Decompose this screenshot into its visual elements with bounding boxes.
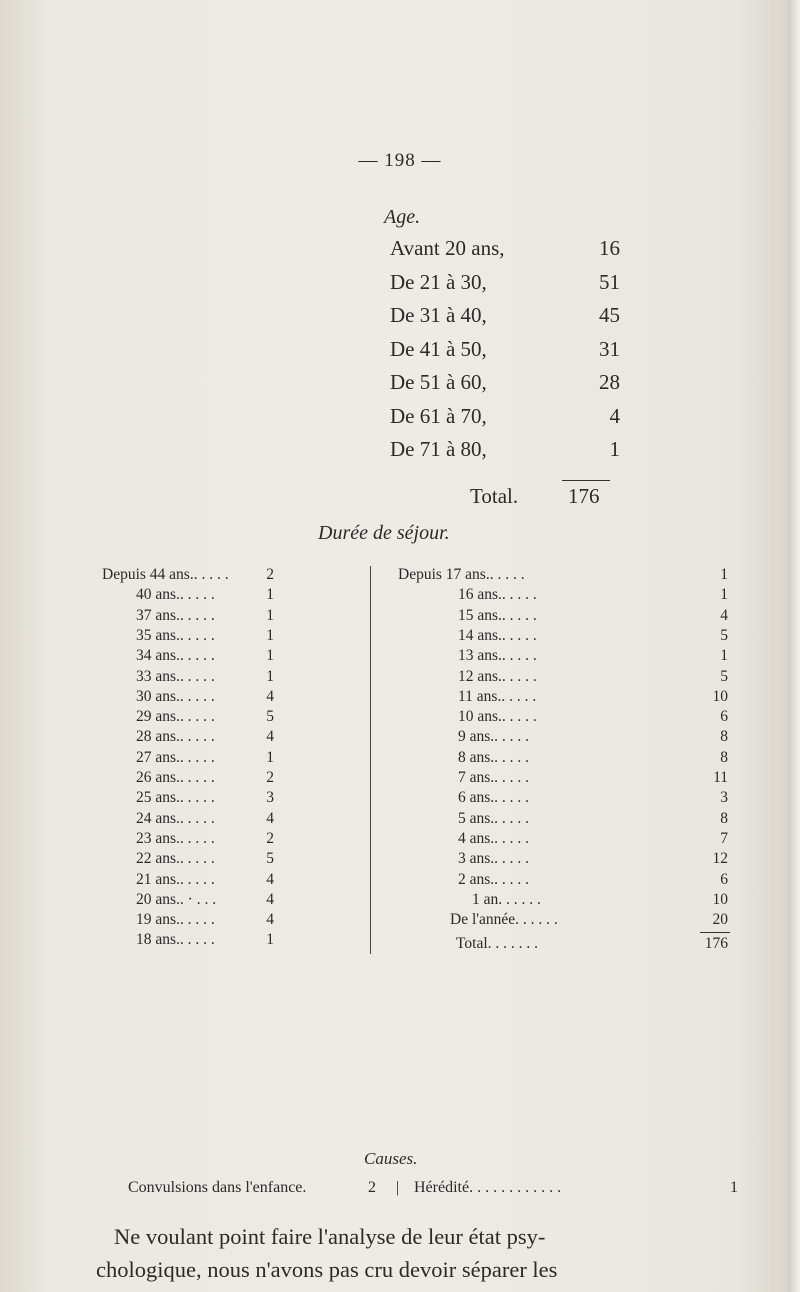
stay-row xyxy=(106,789,306,809)
age-row-value: 16 xyxy=(599,236,620,260)
stay-row-value: 1 xyxy=(266,626,274,644)
page-number: — 198 — xyxy=(358,150,442,171)
stay-row-value: 6 xyxy=(720,708,728,726)
stay-row-value: 8 xyxy=(720,728,728,746)
stay-row-value: 2 xyxy=(266,769,274,786)
stay-row-label: 7 ans.. . . . . xyxy=(458,769,530,786)
stay-row xyxy=(398,668,728,688)
stay-row-value: 10 xyxy=(712,890,728,908)
stay-row-label: 19 ans.. . . . . xyxy=(136,911,215,929)
stay-row-value: 5 xyxy=(720,667,728,685)
stay-row-value: 20 xyxy=(712,911,728,929)
stay-row xyxy=(106,607,306,627)
age-row-label: De 51 à 60, xyxy=(390,370,487,394)
stay-row-label: 2 ans.. . . . . xyxy=(458,870,530,888)
stay-row-label: 8 ans.. . . . . xyxy=(458,748,530,766)
age-total-label: Total. xyxy=(470,484,519,508)
stay-row-label: 29 ans.. . . . . xyxy=(136,708,215,726)
stay-row-label: 23 ans.. . . . . xyxy=(136,829,215,847)
stay-row xyxy=(106,708,306,728)
stay-row xyxy=(398,688,728,708)
causes-heading: Causes. xyxy=(364,1149,418,1168)
stay-row-label: 4 ans.. . . . . xyxy=(458,829,530,847)
stay-row-label: 33 ans.. . . . . xyxy=(136,667,215,685)
stay-total-label: Total. . . . . . . xyxy=(456,935,539,953)
paragraph-line-2: chologique, nous n'avons pas cru devoir séparer les xyxy=(96,1257,558,1282)
stay-row-label: 34 ans.. . . . . xyxy=(136,647,215,665)
stay-row-label: 9 ans.. . . . . xyxy=(458,728,530,746)
stay-row-label: 20 ans.. · . . . xyxy=(136,890,217,908)
stay-row-label: 30 ans.. . . . . xyxy=(136,687,215,705)
stay-row xyxy=(106,911,306,931)
age-row xyxy=(390,303,650,333)
total-rule xyxy=(562,480,610,481)
stay-row-value: 2 xyxy=(266,829,274,847)
stay-row-value: 10 xyxy=(712,687,728,705)
cause-heredite-value: 1 xyxy=(730,1179,738,1196)
page-edge xyxy=(788,0,800,1292)
paragraph-line-1: Ne voulant point faire l'analyse de leur état psy- xyxy=(114,1224,546,1249)
stay-row-value: 1 xyxy=(720,647,728,665)
stay-row-label: 16 ans.. . . . . xyxy=(458,586,537,604)
stay-row xyxy=(106,871,306,891)
stay-row-value: 1 xyxy=(266,586,274,604)
stay-row-value: 3 xyxy=(266,789,274,807)
age-row-label: De 41 à 50, xyxy=(390,336,487,361)
stay-row-value: 1 xyxy=(266,931,274,949)
stay-total-rule xyxy=(700,932,730,933)
stay-row-label: 3 ans.. . . . . xyxy=(458,850,530,868)
stay-row xyxy=(398,830,728,850)
age-row-value: 28 xyxy=(599,370,620,394)
stay-row xyxy=(106,627,306,647)
stay-row-value: 4 xyxy=(720,606,728,624)
cause-convulsions-label: Convulsions dans l'enfance. xyxy=(128,1179,307,1196)
stay-row xyxy=(106,810,306,830)
stay-row xyxy=(398,708,728,728)
age-row-value: 1 xyxy=(609,437,620,461)
age-row-label: De 21 à 30, xyxy=(390,269,487,294)
stay-row-value: 3 xyxy=(720,789,728,807)
stay-row-label: 11 ans.. . . . . xyxy=(458,687,537,705)
cause-convulsions-value: 2 xyxy=(368,1179,376,1196)
age-row-value: 4 xyxy=(609,403,620,428)
stay-row-value: 12 xyxy=(712,850,728,868)
stay-row xyxy=(106,850,306,870)
stay-row-label: 10 ans.. . . . . xyxy=(458,708,537,726)
stay-row xyxy=(398,850,728,870)
stay-row-label: 28 ans.. . . . . xyxy=(136,728,215,746)
column-divider xyxy=(370,566,371,954)
stay-row-value: 5 xyxy=(720,626,728,644)
age-row-label: De 31 à 40, xyxy=(390,303,487,327)
stay-row-value: 8 xyxy=(720,748,728,766)
stay-row-value: 7 xyxy=(720,829,728,847)
stay-row xyxy=(398,566,728,586)
age-row xyxy=(390,337,650,367)
stay-row xyxy=(398,789,728,809)
age-row-label: Avant 20 ans, xyxy=(390,236,505,260)
stay-row-label: 24 ans.. . . . . xyxy=(136,809,215,827)
age-row xyxy=(390,437,650,467)
age-row-label: De 71 à 80, xyxy=(390,437,487,461)
stay-row xyxy=(106,728,306,748)
age-row xyxy=(390,370,650,400)
stay-row xyxy=(102,566,306,586)
stay-row-label: 13 ans.. . . . . xyxy=(458,647,537,665)
body-paragraph xyxy=(96,1220,736,1286)
stay-row xyxy=(398,810,728,830)
stay-row-label: 18 ans.. . . . . xyxy=(136,931,215,949)
stay-row xyxy=(106,830,306,850)
age-row-value: 51 xyxy=(599,269,620,294)
stay-row-label: 35 ans.. . . . . xyxy=(136,626,215,644)
stay-row xyxy=(398,769,728,789)
stay-row xyxy=(398,935,728,955)
stay-row-label: 1 an. . . . . . xyxy=(472,890,541,908)
stay-row-label: 6 ans.. . . . . xyxy=(458,789,530,807)
stay-row-value: 1 xyxy=(720,566,728,583)
age-row xyxy=(390,270,650,300)
stay-row-value: 4 xyxy=(266,728,274,746)
stay-row-value: 2 xyxy=(266,566,274,583)
stay-row-label: Depuis 44 ans.. . . . . xyxy=(102,566,229,583)
age-heading: Age. xyxy=(384,206,421,228)
stay-row-label: De l'année. . . . . . xyxy=(450,911,558,929)
stay-row-label: 26 ans.. . . . . xyxy=(136,769,215,786)
causes-separator: | xyxy=(396,1179,400,1196)
stay-row-value: 4 xyxy=(266,809,274,827)
stay-row xyxy=(106,931,306,951)
stay-row-value: 5 xyxy=(266,708,274,726)
stay-row-label: 15 ans.. . . . . xyxy=(458,606,537,624)
stay-row-value: 1 xyxy=(266,748,274,766)
stay-row xyxy=(398,911,728,931)
stay-row xyxy=(398,586,728,606)
stay-row-label: 22 ans.. . . . . xyxy=(136,850,215,868)
cause-heredite-label: Hérédité. . . . . . . . . . . . xyxy=(414,1179,562,1196)
stay-row xyxy=(398,647,728,667)
age-row-label: De 61 à 70, xyxy=(390,403,487,428)
stay-heading: Durée de séjour. xyxy=(318,522,450,544)
age-total-value: 176 xyxy=(568,484,600,508)
stay-row xyxy=(398,871,728,891)
stay-row xyxy=(106,891,306,911)
stay-row-label: 40 ans.. . . . . xyxy=(136,586,215,604)
stay-row-value: 11 xyxy=(713,769,728,786)
stay-row xyxy=(398,627,728,647)
age-row-value: 45 xyxy=(599,303,620,327)
stay-row-value: 8 xyxy=(720,809,728,827)
stay-row xyxy=(398,607,728,627)
stay-row xyxy=(398,749,728,769)
stay-row xyxy=(106,749,306,769)
stay-row xyxy=(106,769,306,789)
stay-row-label: 25 ans.. . . . . xyxy=(136,789,215,807)
stay-row xyxy=(106,586,306,606)
stay-row-label: Depuis 17 ans.. . . . . xyxy=(398,566,525,583)
stay-row-value: 1 xyxy=(266,647,274,665)
stay-row-value: 4 xyxy=(266,687,274,705)
stay-row-label: 14 ans.. . . . . xyxy=(458,626,537,644)
stay-row-label: 37 ans.. . . . . xyxy=(136,606,215,624)
age-row-value: 31 xyxy=(599,336,620,361)
age-total-row xyxy=(470,484,600,509)
age-row xyxy=(390,404,650,434)
stay-total-value: 176 xyxy=(704,935,728,953)
stay-row xyxy=(398,728,728,748)
stay-row-value: 4 xyxy=(266,890,274,908)
stay-row-value: 5 xyxy=(266,850,274,868)
stay-row xyxy=(106,688,306,708)
stay-row-label: 5 ans.. . . . . xyxy=(458,809,530,827)
stay-row-value: 4 xyxy=(266,870,274,888)
stay-row xyxy=(106,668,306,688)
stay-row-label: 12 ans.. . . . . xyxy=(458,667,537,685)
stay-row-value: 4 xyxy=(266,911,274,929)
stay-row xyxy=(398,891,728,911)
stay-row-value: 1 xyxy=(720,586,728,604)
stay-row xyxy=(106,647,306,667)
stay-row-label: 27 ans.. . . . . xyxy=(136,748,215,766)
stay-row-label: 21 ans.. . . . . xyxy=(136,870,215,888)
stay-row-value: 1 xyxy=(266,606,274,624)
stay-row-value: 1 xyxy=(266,667,274,685)
stay-row-value: 6 xyxy=(720,870,728,888)
age-row xyxy=(390,236,650,266)
